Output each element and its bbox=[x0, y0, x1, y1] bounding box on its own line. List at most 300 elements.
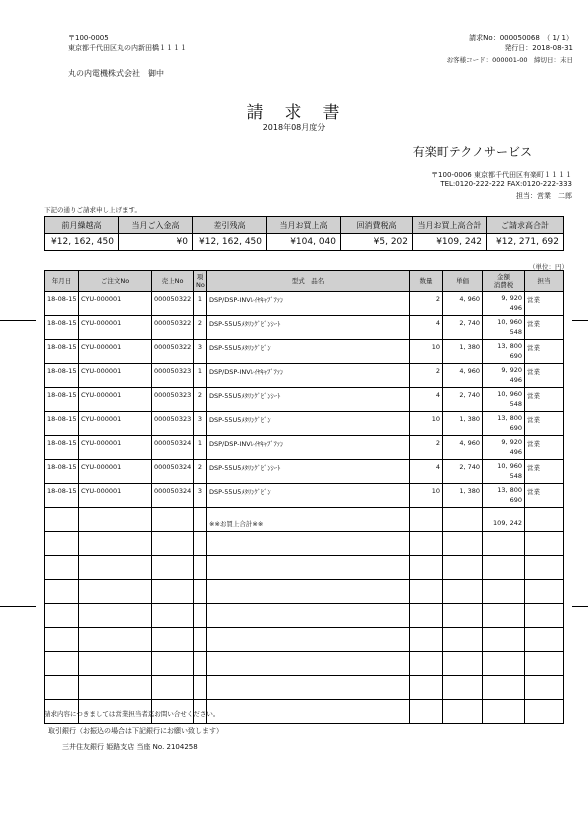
billing-period: 2018年08月度分 bbox=[262, 123, 326, 132]
row-line-no-text: 3 bbox=[197, 487, 203, 495]
margin-tick-right-upper bbox=[572, 320, 588, 321]
row-tax-value: 548 bbox=[509, 400, 522, 408]
empty-cell bbox=[79, 580, 152, 604]
row-tax-value: 690 bbox=[509, 352, 522, 360]
empty-cell bbox=[443, 676, 483, 700]
row-product bbox=[207, 460, 410, 484]
row-unit-price bbox=[443, 364, 483, 388]
empty-cell bbox=[483, 556, 525, 580]
total-cell bbox=[483, 508, 525, 532]
row-sales-no bbox=[152, 388, 194, 412]
header-amount bbox=[483, 271, 525, 292]
row-line-no-text: 3 bbox=[197, 343, 203, 351]
summary-invoice-total: ¥12, 271, 692 bbox=[487, 234, 564, 251]
empty-cell bbox=[443, 580, 483, 604]
total-amount: 109, 242 bbox=[493, 519, 522, 527]
row-sales-no bbox=[152, 484, 194, 508]
row-quantity bbox=[410, 460, 443, 484]
empty-cell bbox=[525, 556, 564, 580]
unit-note: （単位：円） bbox=[529, 263, 568, 271]
total-label: ※※お買上合計※※ bbox=[209, 520, 264, 528]
row-person-text: 営業 bbox=[527, 464, 540, 472]
row-person-text: 営業 bbox=[527, 416, 540, 424]
row-person bbox=[525, 460, 564, 484]
row-sales-no-text: 000050323 bbox=[154, 367, 192, 375]
row-quantity-text: 2 bbox=[435, 367, 440, 375]
row-order-no-text: CYU-000001 bbox=[81, 415, 122, 423]
row-line-no bbox=[194, 364, 207, 388]
empty-cell bbox=[525, 604, 564, 628]
empty-cell bbox=[194, 532, 207, 556]
row-unit-price-text: 4, 960 bbox=[459, 367, 480, 375]
margin-tick-right-lower bbox=[572, 606, 588, 607]
detail-table bbox=[44, 270, 564, 724]
row-person-text: 営業 bbox=[527, 368, 540, 376]
row-sales-no-text: 000050324 bbox=[154, 487, 192, 495]
empty-cell bbox=[79, 628, 152, 652]
table-row bbox=[45, 316, 564, 340]
row-person bbox=[525, 412, 564, 436]
row-date bbox=[45, 436, 79, 460]
row-date bbox=[45, 364, 79, 388]
row-order-no-text: CYU-000001 bbox=[81, 319, 122, 327]
margin-tick-left-lower bbox=[0, 606, 36, 607]
row-person bbox=[525, 364, 564, 388]
header-order-no: ご注文No bbox=[79, 271, 152, 292]
empty-cell bbox=[525, 652, 564, 676]
row-quantity bbox=[410, 364, 443, 388]
row-product-text: DSP-55U5ﾒﾀﾘﾝｸﾞﾋﾞﾝｼｰﾄ bbox=[209, 464, 281, 472]
row-product bbox=[207, 292, 410, 316]
empty-cell bbox=[483, 532, 525, 556]
row-quantity-text: 4 bbox=[435, 319, 440, 327]
empty-cell bbox=[152, 604, 194, 628]
row-amount-value: 9, 920 bbox=[501, 294, 522, 302]
row-quantity-text: 10 bbox=[431, 415, 440, 423]
summary-header-row bbox=[45, 217, 564, 234]
row-person-text: 営業 bbox=[527, 392, 540, 400]
empty-cell bbox=[525, 532, 564, 556]
row-amount-value: 13, 800 bbox=[497, 414, 522, 422]
row-order-no-text: CYU-000001 bbox=[81, 391, 122, 399]
row-quantity-text: 4 bbox=[435, 463, 440, 471]
row-quantity bbox=[410, 436, 443, 460]
row-date-text: 18-08-15 bbox=[47, 439, 77, 447]
summary-header-invoice-total: ご請求高合計 bbox=[487, 217, 564, 234]
row-person bbox=[525, 484, 564, 508]
row-person bbox=[525, 316, 564, 340]
summary-table bbox=[44, 216, 564, 251]
empty-cell bbox=[79, 556, 152, 580]
summary-prev-balance: ¥12, 162, 450 bbox=[45, 234, 119, 251]
summary-purchase: ¥104, 040 bbox=[267, 234, 341, 251]
empty-cell bbox=[45, 652, 79, 676]
empty-cell bbox=[410, 700, 443, 724]
table-row bbox=[45, 388, 564, 412]
row-sales-no-text: 000050323 bbox=[154, 415, 192, 423]
empty-cell bbox=[207, 676, 410, 700]
row-unit-price-text: 1, 380 bbox=[459, 487, 480, 495]
total-cell bbox=[443, 508, 483, 532]
row-person-text: 営業 bbox=[527, 320, 540, 328]
row-sales-no-text: 000050324 bbox=[154, 463, 192, 471]
row-product bbox=[207, 436, 410, 460]
row-date bbox=[45, 340, 79, 364]
table-row bbox=[45, 340, 564, 364]
row-sales-no bbox=[152, 364, 194, 388]
row-sales-no-text: 000050323 bbox=[154, 391, 192, 399]
row-product-text: DSP/DSP-INVﾚｲﾔｷｬﾌﾞﾌｧﾝ bbox=[209, 296, 284, 304]
row-unit-price bbox=[443, 388, 483, 412]
row-order-no-text: CYU-000001 bbox=[81, 439, 122, 447]
empty-cell bbox=[45, 532, 79, 556]
row-line-no bbox=[194, 388, 207, 412]
row-tax-value: 690 bbox=[509, 424, 522, 432]
empty-cell bbox=[79, 532, 152, 556]
row-product bbox=[207, 340, 410, 364]
row-tax-value: 496 bbox=[509, 304, 522, 312]
row-line-no-text: 2 bbox=[197, 463, 203, 471]
row-quantity-text: 2 bbox=[435, 439, 440, 447]
row-product bbox=[207, 484, 410, 508]
empty-cell bbox=[152, 628, 194, 652]
empty-cell bbox=[45, 556, 79, 580]
row-date-text: 18-08-15 bbox=[47, 391, 77, 399]
row-quantity bbox=[410, 292, 443, 316]
row-quantity bbox=[410, 388, 443, 412]
row-order-no-text: CYU-000001 bbox=[81, 295, 122, 303]
row-date bbox=[45, 292, 79, 316]
row-unit-price bbox=[443, 340, 483, 364]
empty-cell bbox=[45, 676, 79, 700]
row-amount-value: 9, 920 bbox=[501, 438, 522, 446]
row-person-text: 営業 bbox=[527, 344, 540, 352]
row-unit-price bbox=[443, 436, 483, 460]
row-product-text: DSP/DSP-INVﾚｲﾔｷｬﾌﾞﾌｧﾝ bbox=[209, 368, 284, 376]
empty-cell bbox=[207, 556, 410, 580]
row-product-text: DSP-55U5ﾒﾀﾘﾝｸﾞﾋﾞﾝ bbox=[209, 488, 271, 496]
row-line-no bbox=[194, 460, 207, 484]
row-amount bbox=[483, 484, 525, 508]
header-person: 担当 bbox=[525, 271, 564, 292]
row-product-text: DSP-55U5ﾒﾀﾘﾝｸﾞﾋﾞﾝ bbox=[209, 416, 271, 424]
table-row bbox=[45, 436, 564, 460]
empty-cell bbox=[410, 628, 443, 652]
summary-payment: ¥0 bbox=[119, 234, 193, 251]
header-sales-no: 売上No bbox=[152, 271, 194, 292]
empty-cell bbox=[483, 700, 525, 724]
row-line-no-text: 1 bbox=[197, 367, 203, 375]
row-sales-no bbox=[152, 412, 194, 436]
row-amount-value: 9, 920 bbox=[501, 366, 522, 374]
total-cell bbox=[207, 508, 410, 532]
row-order-no bbox=[79, 364, 152, 388]
empty-cell bbox=[525, 676, 564, 700]
empty-cell bbox=[194, 556, 207, 580]
empty-cell bbox=[45, 628, 79, 652]
row-amount bbox=[483, 460, 525, 484]
empty-row bbox=[45, 532, 564, 556]
empty-cell bbox=[483, 628, 525, 652]
issuer-phone: TEL:0120-222-222 FAX:0120-222-333 bbox=[440, 180, 572, 188]
recipient-company: 丸の内電機株式会社 御中 bbox=[68, 69, 164, 78]
row-order-no bbox=[79, 436, 152, 460]
summary-value-row bbox=[45, 234, 564, 251]
row-line-no bbox=[194, 436, 207, 460]
empty-cell bbox=[483, 580, 525, 604]
empty-cell bbox=[443, 652, 483, 676]
total-row bbox=[45, 508, 564, 532]
row-date-text: 18-08-15 bbox=[47, 295, 77, 303]
row-quantity bbox=[410, 316, 443, 340]
empty-cell bbox=[207, 628, 410, 652]
row-sales-no-text: 000050322 bbox=[154, 319, 192, 327]
margin-tick-left-upper bbox=[0, 320, 36, 321]
row-line-no bbox=[194, 316, 207, 340]
row-date-text: 18-08-15 bbox=[47, 415, 77, 423]
empty-cell bbox=[194, 628, 207, 652]
row-sales-no bbox=[152, 340, 194, 364]
row-product-text: DSP-55U5ﾒﾀﾘﾝｸﾞﾋﾞﾝｼｰﾄ bbox=[209, 392, 281, 400]
row-date bbox=[45, 316, 79, 340]
row-unit-price bbox=[443, 460, 483, 484]
row-order-no bbox=[79, 340, 152, 364]
row-person bbox=[525, 436, 564, 460]
row-date-text: 18-08-15 bbox=[47, 319, 77, 327]
row-amount bbox=[483, 316, 525, 340]
empty-cell bbox=[443, 532, 483, 556]
row-amount bbox=[483, 340, 525, 364]
row-amount-value: 10, 960 bbox=[497, 462, 522, 470]
summary-header-balance: 差引残高 bbox=[193, 217, 267, 234]
row-amount bbox=[483, 292, 525, 316]
empty-cell bbox=[525, 580, 564, 604]
summary-balance: ¥12, 162, 450 bbox=[193, 234, 267, 251]
header-product: 型式 品名 bbox=[207, 271, 410, 292]
row-order-no-text: CYU-000001 bbox=[81, 463, 122, 471]
row-quantity-text: 10 bbox=[431, 343, 440, 351]
row-quantity bbox=[410, 484, 443, 508]
invoice-number: 請求No：000050068 （ 1/ 1） bbox=[469, 34, 573, 42]
issuer-address: 〒100-0006 東京都千代田区有楽町１１１１ bbox=[431, 171, 572, 179]
empty-cell bbox=[194, 604, 207, 628]
row-order-no bbox=[79, 460, 152, 484]
row-unit-price-text: 1, 380 bbox=[459, 343, 480, 351]
empty-cell bbox=[79, 652, 152, 676]
row-tax-value: 496 bbox=[509, 376, 522, 384]
empty-cell bbox=[410, 604, 443, 628]
empty-cell bbox=[79, 604, 152, 628]
empty-row bbox=[45, 676, 564, 700]
row-amount-value: 13, 800 bbox=[497, 486, 522, 494]
row-sales-no-text: 000050322 bbox=[154, 343, 192, 351]
customer-code-line: お客様コード：000001-00 締切日：末日 bbox=[446, 56, 573, 64]
row-line-no-text: 2 bbox=[197, 319, 203, 327]
row-quantity bbox=[410, 412, 443, 436]
row-product-text: DSP/DSP-INVﾚｲﾔｷｬﾌﾞﾌｧﾝ bbox=[209, 440, 284, 448]
row-tax-value: 548 bbox=[509, 472, 522, 480]
row-amount-value: 13, 800 bbox=[497, 342, 522, 350]
row-line-no bbox=[194, 340, 207, 364]
row-sales-no-text: 000050324 bbox=[154, 439, 192, 447]
document-title: 請 求 書 bbox=[246, 103, 342, 123]
row-line-no bbox=[194, 292, 207, 316]
detail-body bbox=[45, 292, 564, 724]
row-date bbox=[45, 412, 79, 436]
total-cell bbox=[45, 508, 79, 532]
row-line-no bbox=[194, 412, 207, 436]
row-date-text: 18-08-15 bbox=[47, 463, 77, 471]
summary-header-purchase-total: 当月お買上高合計 bbox=[413, 217, 487, 234]
row-order-no bbox=[79, 412, 152, 436]
summary-header-prev-balance: 前月繰越高 bbox=[45, 217, 119, 234]
row-person-text: 営業 bbox=[527, 488, 540, 496]
summary-tax: ¥5, 202 bbox=[341, 234, 413, 251]
empty-cell bbox=[443, 556, 483, 580]
row-unit-price-text: 4, 960 bbox=[459, 439, 480, 447]
row-unit-price-text: 2, 740 bbox=[459, 319, 480, 327]
row-product-text: DSP-55U5ﾒﾀﾘﾝｸﾞﾋﾞﾝ bbox=[209, 344, 271, 352]
summary-header-payment: 当月ご入金高 bbox=[119, 217, 193, 234]
empty-cell bbox=[45, 604, 79, 628]
row-unit-price bbox=[443, 292, 483, 316]
row-sales-no bbox=[152, 316, 194, 340]
empty-cell bbox=[410, 532, 443, 556]
empty-cell bbox=[483, 652, 525, 676]
row-person-text: 営業 bbox=[527, 440, 540, 448]
empty-cell bbox=[152, 556, 194, 580]
issuer-name: 有楽町テクノサービス bbox=[412, 145, 532, 159]
empty-cell bbox=[525, 700, 564, 724]
empty-cell bbox=[410, 676, 443, 700]
detail-header-row bbox=[45, 271, 564, 292]
row-order-no-text: CYU-000001 bbox=[81, 343, 122, 351]
row-date-text: 18-08-15 bbox=[47, 343, 77, 351]
empty-cell bbox=[410, 580, 443, 604]
table-row bbox=[45, 460, 564, 484]
row-amount-value: 10, 960 bbox=[497, 390, 522, 398]
row-amount bbox=[483, 412, 525, 436]
table-row bbox=[45, 412, 564, 436]
empty-cell bbox=[45, 580, 79, 604]
recipient-address: 東京都千代田区丸の内新田橋１１１１ bbox=[68, 44, 187, 52]
total-cell bbox=[410, 508, 443, 532]
row-line-no bbox=[194, 484, 207, 508]
empty-cell bbox=[152, 652, 194, 676]
empty-cell bbox=[443, 700, 483, 724]
empty-cell bbox=[207, 604, 410, 628]
summary-header-purchase: 当月お買上高 bbox=[267, 217, 341, 234]
header-date: 年月日 bbox=[45, 271, 79, 292]
empty-cell bbox=[207, 532, 410, 556]
row-line-no-text: 1 bbox=[197, 439, 203, 447]
table-row bbox=[45, 364, 564, 388]
empty-cell bbox=[194, 652, 207, 676]
row-quantity-text: 4 bbox=[435, 391, 440, 399]
row-amount bbox=[483, 388, 525, 412]
footer-note: 請求内容につきましては営業担当者迄お問い合せください。 bbox=[44, 710, 220, 718]
row-person-text: 営業 bbox=[527, 296, 540, 304]
row-line-no-text: 2 bbox=[197, 391, 203, 399]
empty-cell bbox=[207, 580, 410, 604]
row-person bbox=[525, 388, 564, 412]
row-order-no bbox=[79, 484, 152, 508]
row-date bbox=[45, 388, 79, 412]
empty-cell bbox=[207, 700, 410, 724]
bank-info: 三井住友銀行 姫路支店 当座 No. 2104258 bbox=[62, 743, 198, 751]
empty-cell bbox=[483, 604, 525, 628]
empty-cell bbox=[525, 628, 564, 652]
empty-cell bbox=[79, 676, 152, 700]
empty-row bbox=[45, 580, 564, 604]
empty-cell bbox=[152, 532, 194, 556]
row-sales-no bbox=[152, 436, 194, 460]
row-amount bbox=[483, 436, 525, 460]
total-cell bbox=[79, 508, 152, 532]
row-unit-price bbox=[443, 316, 483, 340]
row-tax-value: 548 bbox=[509, 328, 522, 336]
row-unit-price-text: 2, 740 bbox=[459, 391, 480, 399]
row-product bbox=[207, 316, 410, 340]
row-person bbox=[525, 340, 564, 364]
empty-cell bbox=[152, 676, 194, 700]
row-product bbox=[207, 412, 410, 436]
table-row bbox=[45, 292, 564, 316]
summary-header-tax: 回消費税高 bbox=[341, 217, 413, 234]
empty-cell bbox=[194, 580, 207, 604]
row-tax-value: 496 bbox=[509, 448, 522, 456]
row-product-text: DSP-55U5ﾒﾀﾘﾝｸﾞﾋﾞﾝｼｰﾄ bbox=[209, 320, 281, 328]
issuer-person: 担当：営業 二郎 bbox=[516, 192, 572, 200]
summary-purchase-total: ¥109, 242 bbox=[413, 234, 487, 251]
row-tax-value: 690 bbox=[509, 496, 522, 504]
row-quantity bbox=[410, 340, 443, 364]
empty-cell bbox=[443, 604, 483, 628]
row-date bbox=[45, 484, 79, 508]
row-person bbox=[525, 292, 564, 316]
row-product bbox=[207, 388, 410, 412]
empty-cell bbox=[152, 580, 194, 604]
row-date bbox=[45, 460, 79, 484]
row-order-no-text: CYU-000001 bbox=[81, 367, 122, 375]
empty-row bbox=[45, 628, 564, 652]
row-unit-price bbox=[443, 412, 483, 436]
row-sales-no-text: 000050322 bbox=[154, 295, 192, 303]
empty-cell bbox=[207, 652, 410, 676]
bank-title: 取引銀行（お振込の場合は下記銀行にお願い致します） bbox=[48, 727, 223, 735]
row-amount bbox=[483, 364, 525, 388]
empty-cell bbox=[410, 652, 443, 676]
empty-row bbox=[45, 604, 564, 628]
row-order-no bbox=[79, 292, 152, 316]
row-amount-value: 10, 960 bbox=[497, 318, 522, 326]
row-line-no-text: 1 bbox=[197, 295, 203, 303]
empty-row bbox=[45, 556, 564, 580]
header-quantity: 数量 bbox=[410, 271, 443, 292]
empty-cell bbox=[443, 628, 483, 652]
row-date-text: 18-08-15 bbox=[47, 367, 77, 375]
row-unit-price-text: 4, 960 bbox=[459, 295, 480, 303]
row-unit-price bbox=[443, 484, 483, 508]
table-row bbox=[45, 484, 564, 508]
row-product bbox=[207, 364, 410, 388]
header-tax-label: 消費税 bbox=[493, 281, 514, 289]
row-order-no bbox=[79, 388, 152, 412]
empty-cell bbox=[194, 676, 207, 700]
total-cell bbox=[152, 508, 194, 532]
row-unit-price-text: 2, 740 bbox=[459, 463, 480, 471]
header-amount-label: 金額 bbox=[497, 273, 510, 281]
